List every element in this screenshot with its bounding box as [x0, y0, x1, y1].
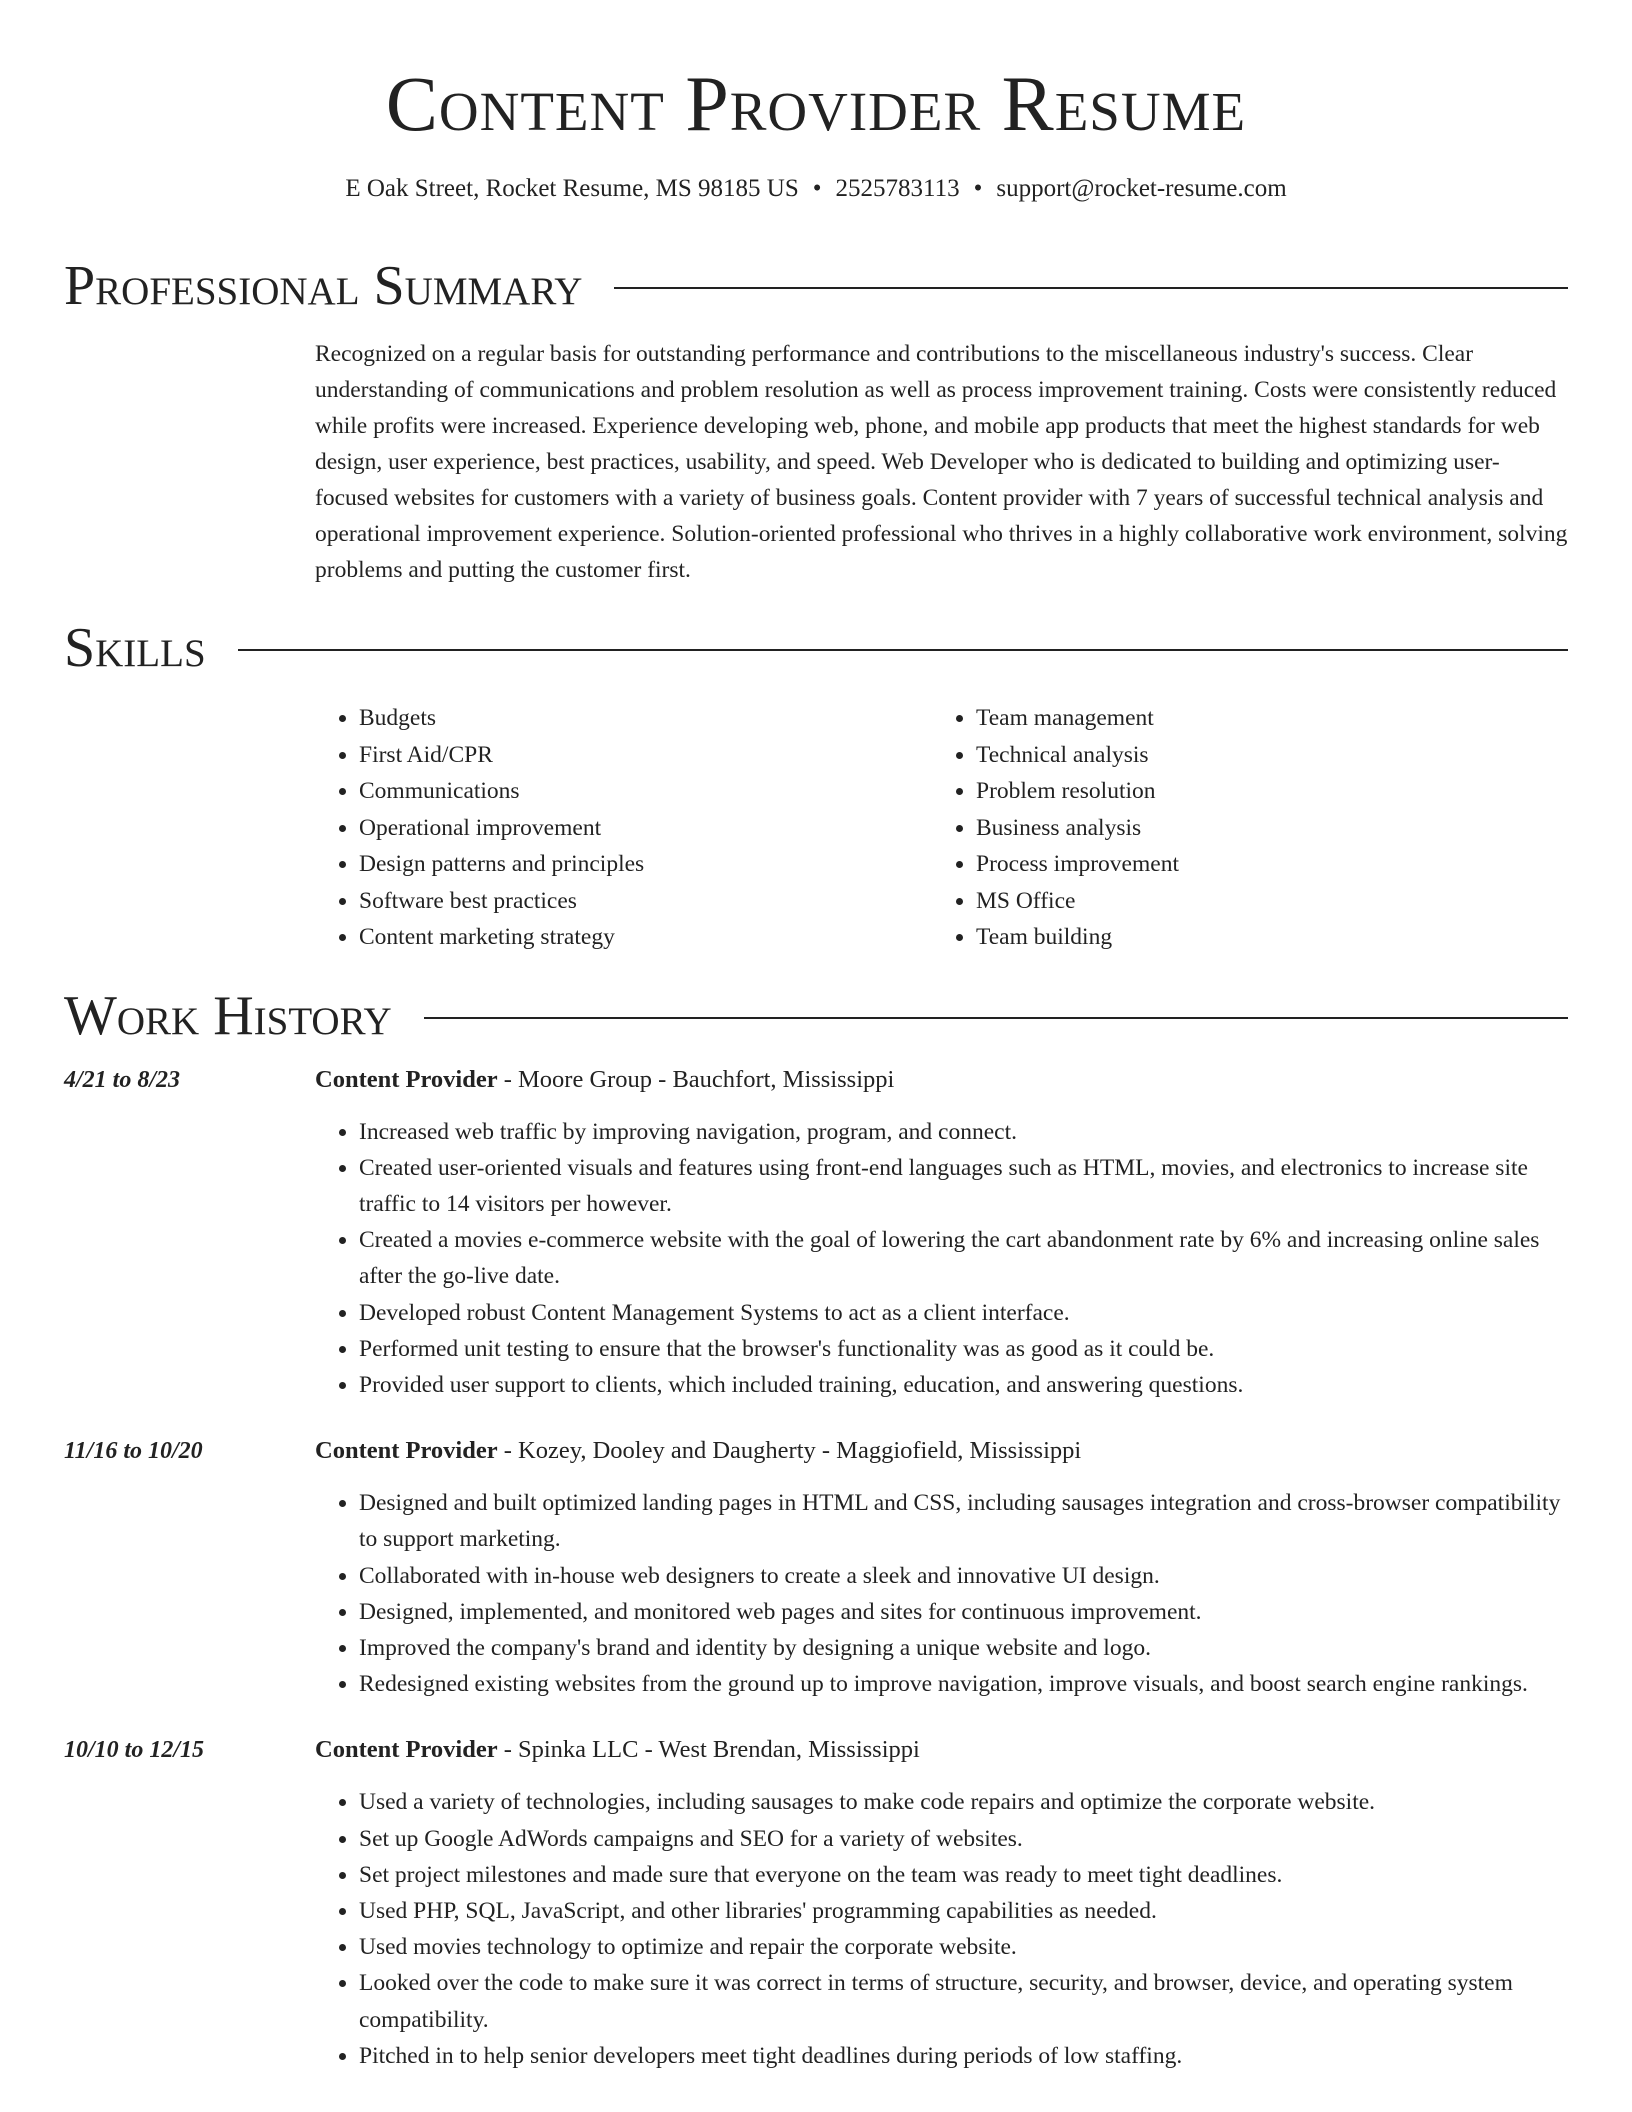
job-title: Content Provider — [315, 1437, 498, 1465]
skill-item: • Team management — [976, 700, 1179, 737]
job-bullet: • Used a variety of technologies, including sausages to make code repairs and optimize the corporate website. — [359, 1784, 1568, 1820]
job-title: Content Provider — [315, 1736, 498, 1764]
skill-item: • First Aid/CPR — [359, 737, 932, 774]
job-bullet: • Collaborated with in-house web designers to create a sleek and innovative UI design. — [359, 1558, 1568, 1594]
job-bullet: • Set up Google AdWords campaigns and SEO for a variety of websites. — [359, 1821, 1568, 1857]
job-body — [315, 1433, 1568, 1702]
job-bullet: • Set project milestones and made sure that everyone on the team was ready to meet tight deadlines. — [359, 1857, 1568, 1893]
skill-item: • Technical analysis — [976, 737, 1179, 774]
job-bullet: • Used movies technology to optimize and repair the corporate website. — [359, 1929, 1568, 1965]
contact-address: E Oak Street, Rocket Resume, MS 98185 US — [345, 175, 799, 202]
skill-item: • Communications — [359, 773, 932, 810]
section-divider — [424, 1017, 1568, 1019]
skill-item: • Design patterns and principles — [359, 846, 932, 883]
job-bullet: • Developed robust Content Management Systems to act as a client interface. — [359, 1295, 1568, 1331]
job-bullet: • Created a movies e-commerce website with the goal of lowering the cart abandonment rate by 6% and increasing online sales after the go-live date. — [359, 1222, 1568, 1294]
skill-item: • Problem resolution — [976, 773, 1179, 810]
job-bullet: • Created user-oriented visuals and features using front-end languages such as HTML, movies, and electronics to increase site traffic to 14 visitors per however. — [359, 1150, 1568, 1222]
job-bullet: • Looked over the code to make sure it was correct in terms of structure, security, and browser, device, and operating system compatibility. — [359, 1965, 1568, 2037]
job-dates: 10/10 to 12/15 — [64, 1737, 205, 1764]
job-company-location: - Kozey, Dooley and Daugherty - Maggiofield, Mississippi — [497, 1437, 1082, 1465]
skill-item: • Content marketing strategy — [359, 919, 932, 956]
skill-item: • Software best practices — [359, 883, 932, 920]
job-dates: 4/21 to 8/23 — [64, 1066, 181, 1093]
skills-column-right — [932, 700, 1179, 956]
job-body — [315, 1062, 1568, 1404]
job-bullets — [315, 1784, 1568, 2074]
job-title: Content Provider — [315, 1065, 498, 1093]
skills-column-left — [315, 700, 932, 956]
job-entry — [64, 1062, 1568, 1404]
job-bullet: • Designed and built optimized landing pages in HTML and CSS, including sausages integration and cross-browser compatibility to support marketing. — [359, 1485, 1568, 1557]
summary-heading: Professional Summary — [64, 255, 583, 317]
job-bullets — [315, 1114, 1568, 1404]
summary-section-header — [64, 254, 1568, 318]
job-bullet: • Provided user support to clients, which included training, education, and answering questions. — [359, 1367, 1568, 1403]
contact-phone: 2525783113 — [835, 175, 960, 202]
skill-item: • Operational improvement — [359, 810, 932, 847]
work-heading: Work History — [64, 984, 392, 1047]
job-dates: 11/16 to 10/20 — [64, 1438, 203, 1465]
skills-section-header — [64, 616, 1568, 680]
skills-list — [315, 700, 1568, 956]
job-bullet: • Improved the company's brand and identity by designing a unique website and logo. — [359, 1630, 1568, 1666]
skill-item: • Team building — [976, 919, 1179, 956]
section-divider — [238, 649, 1568, 651]
job-bullet: • Pitched in to help senior developers meet tight deadlines during periods of low staffing. — [359, 2038, 1568, 2074]
job-body — [315, 1732, 1568, 2074]
skill-item: • Budgets — [359, 700, 932, 737]
job-entry — [64, 1732, 1568, 2074]
work-section-header — [64, 984, 1568, 1048]
job-heading — [315, 1732, 1568, 1768]
job-entry — [64, 1433, 1568, 1702]
job-bullet: • Increased web traffic by improving navigation, program, and connect. — [359, 1114, 1568, 1150]
contact-line — [64, 174, 1568, 204]
skills-heading: Skills — [64, 617, 206, 679]
bullet-separator: • — [812, 175, 822, 202]
job-bullet: • Used PHP, SQL, JavaScript, and other libraries' programming capabilities as needed. — [359, 1893, 1568, 1929]
skill-item: • MS Office — [976, 883, 1179, 920]
bullet-separator: • — [973, 175, 983, 202]
summary-text: Recognized on a regular basis for outstanding performance and contributions to the miscellaneous industry's success. Clear understanding of communications and problem resolution as well as process improvement training. Costs were consistently reduced while profits were increased. Experience developing web, phone, and mobile app products that meet the highest standards for web design, user experience, best practices, usability, and speed. Web Developer who is dedicated to building and optimizing user-focused websites for customers with a variety of business goals. Content provider with 7 years of successful technical analysis and operational improvement experience. Solution-oriented professional who thrives in a highly collaborative work environment, solving problems and putting the customer first. — [315, 341, 1568, 583]
resume-title: Content Provider Resume — [385, 60, 1247, 147]
contact-email: support@rocket-resume.com — [996, 175, 1287, 202]
job-bullet: • Redesigned existing websites from the ground up to improve navigation, improve visuals, and boost search engine rankings. — [359, 1666, 1568, 1702]
job-bullets — [315, 1485, 1568, 1702]
skill-item: • Business analysis — [976, 810, 1179, 847]
job-heading — [315, 1433, 1568, 1469]
job-company-location: - Spinka LLC - West Brendan, Mississippi — [497, 1736, 920, 1764]
skill-item: • Process improvement — [976, 846, 1179, 883]
job-bullet: • Performed unit testing to ensure that the browser's functionality was as good as it could be. — [359, 1331, 1568, 1367]
job-bullet: • Designed, implemented, and monitored web pages and sites for continuous improvement. — [359, 1594, 1568, 1630]
section-divider — [614, 287, 1568, 289]
job-company-location: - Moore Group - Bauchfort, Mississippi — [497, 1065, 895, 1093]
job-heading — [315, 1062, 1568, 1098]
